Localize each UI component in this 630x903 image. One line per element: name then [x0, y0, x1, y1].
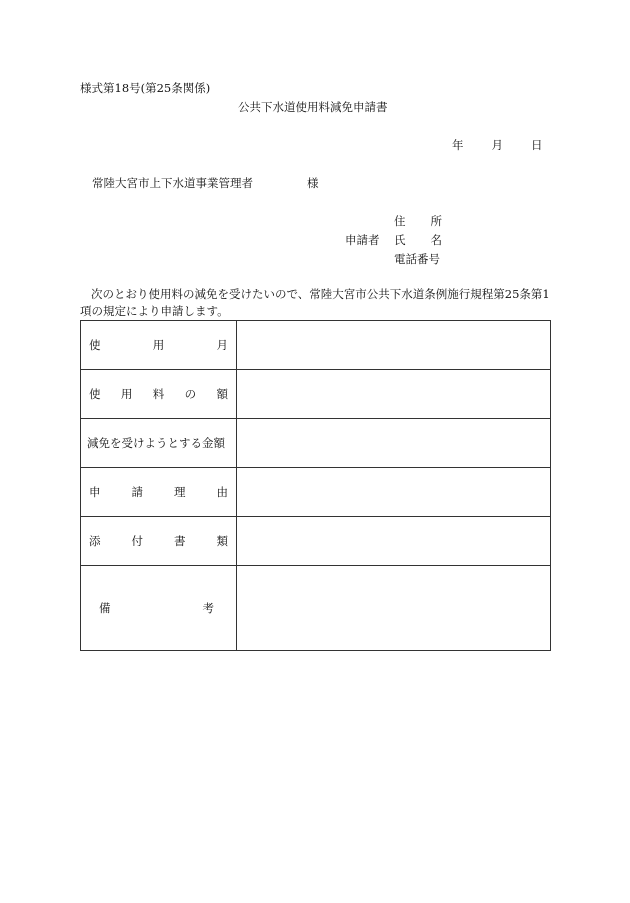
remarks-label: 備 考 [81, 566, 237, 651]
phone-label: 電話番号 [394, 252, 440, 266]
remarks-field[interactable] [237, 566, 551, 651]
reduction-amount-field[interactable] [237, 419, 551, 468]
date-day-label: 日 [531, 138, 543, 152]
address-label: 住 所 [394, 214, 442, 228]
usage-fee-label: 使 用 料 の 額 [81, 370, 237, 419]
table-row [81, 468, 551, 517]
applicant-block [345, 212, 442, 269]
table-row [81, 517, 551, 566]
attachments-field[interactable] [237, 517, 551, 566]
application-table [80, 320, 551, 651]
date-month-label: 月 [491, 138, 503, 152]
usage-month-label: 使 用 月 [81, 321, 237, 370]
addressee-name: 常陸大宮市上下水道事業管理者 [92, 176, 253, 190]
date-line [452, 137, 543, 153]
reason-field[interactable] [237, 468, 551, 517]
date-year-label: 年 [452, 138, 464, 152]
table-row [81, 566, 551, 651]
form-title: 公共下水道使用料減免申請書 [238, 100, 388, 114]
form-number: 様式第18号(第25条関係) [80, 81, 211, 95]
table-row [81, 419, 551, 468]
attachments-label: 添 付 書 類 [81, 517, 237, 566]
addressee-honorific: 様 [307, 176, 319, 190]
usage-fee-field[interactable] [237, 370, 551, 419]
addressee [92, 175, 319, 191]
table-row [81, 370, 551, 419]
body-text: 次のとおり使用料の減免を受けたいので、常陸大宮市公共下水道条例施行規程第25条第1項の規定により申請します。 [80, 287, 550, 318]
applicant-role-label: 申請者 [345, 233, 380, 247]
reduction-amount-label: 減免を受けようとする金額 [81, 419, 237, 468]
table-row [81, 321, 551, 370]
name-label: 氏 名 [394, 233, 442, 247]
usage-month-field[interactable] [237, 321, 551, 370]
reason-label: 申 請 理 由 [81, 468, 237, 517]
